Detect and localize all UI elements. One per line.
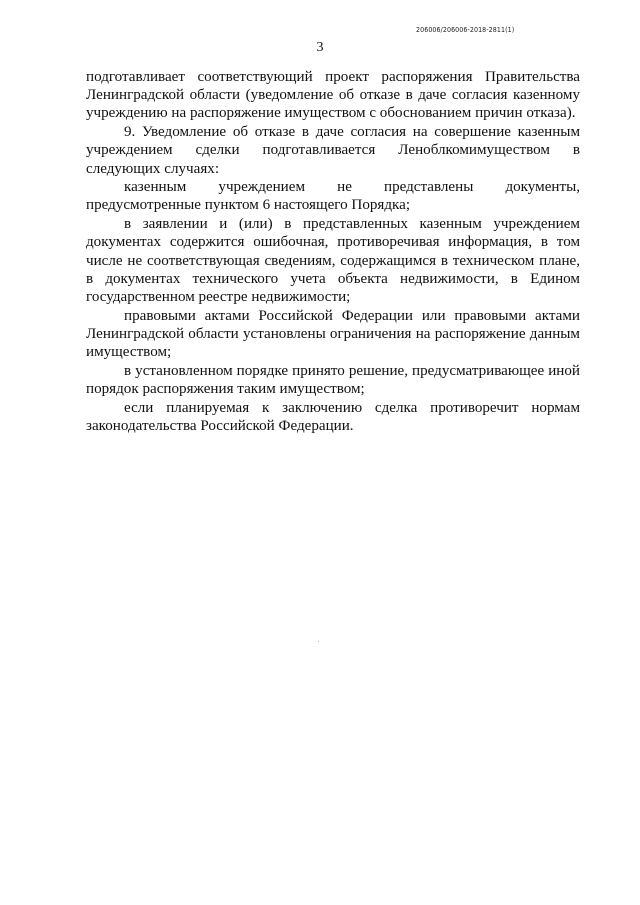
paragraph-item-9: 9. Уведомление об отказе в даче согласия на совершение казенным учреждением сделки подготавливается Леноблкомимуществом в следующих случаях: [86, 124, 580, 177]
document-body [86, 68, 580, 435]
paragraph-case-other-decision: в установленном порядке принято решение, предусматривающее иной порядок распоряжения таким имуществом; [86, 362, 580, 397]
document-registration-code: 206006/206006-2018-2811(1) [416, 26, 515, 34]
page-number: 3 [316, 40, 324, 55]
scan-artifact-dot [318, 641, 319, 642]
paragraph-case-contradicts-law: если планируемая к заключению сделка противоречит нормам законодательства Российской Федерации. [86, 399, 580, 434]
paragraph-case-erroneous-info: в заявлении и (или) в представленных казенным учреждением документах содержится ошибочная, противоречивая информация, в том числе не соответствующая сведениям, содержащимся в техническом плане, в документах технического учета объекта недвижимости, в Едином государственном реестре недвижимости; [86, 216, 580, 305]
paragraph-case-no-documents: казенным учреждением не представлены документы, предусмотренные пунктом 6 настоящего Порядка; [86, 179, 580, 214]
paragraph-case-legal-restrictions: правовыми актами Российской Федерации или правовыми актами Ленинградской области установлены ограничения на распоряжение данным имуществом; [86, 307, 580, 361]
paragraph-continuation: подготавливает соответствующий проект распоряжения Правительства Ленинградской области (уведомление об отказе в даче согласия казенному учреждению на распоряжение имуществом с обоснованием причин отказа). [86, 69, 580, 122]
